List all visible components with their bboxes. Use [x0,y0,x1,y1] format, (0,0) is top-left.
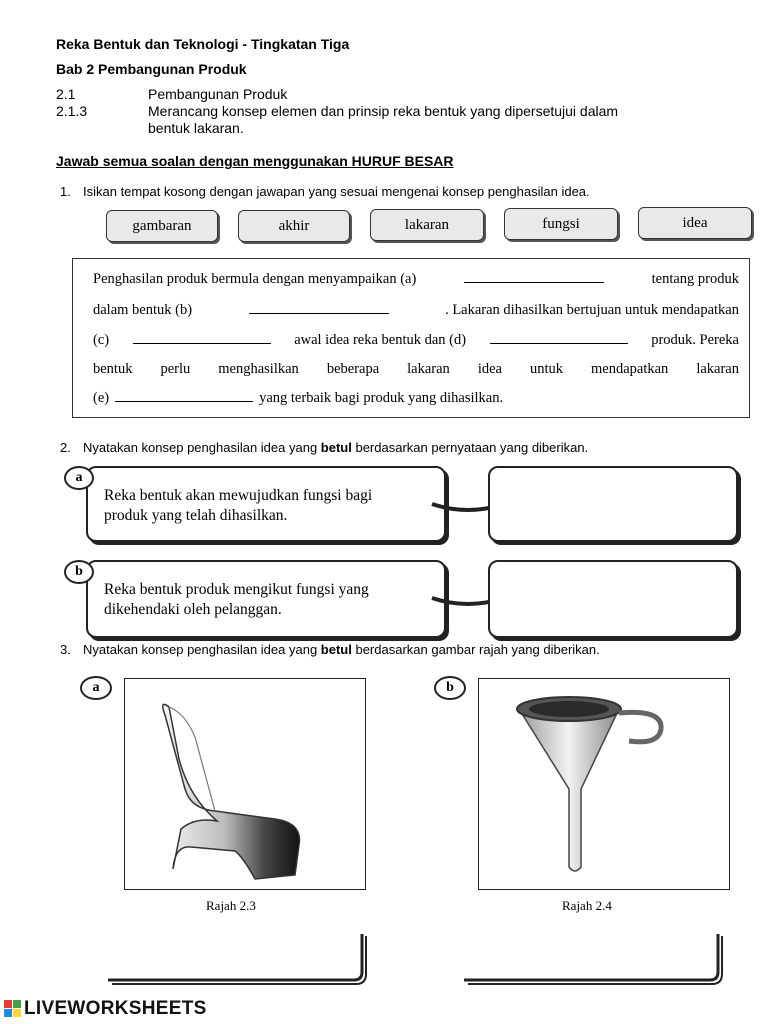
passage-line-2 [93,302,739,319]
passage-word: lakaran [696,361,739,377]
q2a-label: a [64,466,94,490]
topic-num-1: 2.1 [56,86,76,102]
q3-prompt-part: Nyatakan konsep penghasilan idea yang [83,642,321,657]
passage-word: menghasilkan [218,361,299,377]
blank-b[interactable] [249,303,389,314]
q2-prompt-part: berdasarkan pernyataan yang diberikan. [351,440,589,455]
q3b-label: b [434,676,466,700]
q2-prompt-bold: betul [320,440,352,455]
q3-number: 3. [60,642,71,657]
q3-prompt-bold: betul [320,642,352,657]
chair-image [124,678,366,890]
caption-rajah-2-4: Rajah 2.4 [562,898,612,913]
liveworksheets-logo-icon [4,1000,22,1018]
passage-l3c: produk. Pereka [651,332,739,348]
passage-line-4 [93,361,739,378]
q2b-answer-box[interactable] [488,560,738,638]
q3-prompt-part: berdasarkan gambar rajah yang diberikan. [351,642,600,657]
q2-number: 2. [60,440,71,455]
passage-word: mendapatkan [591,361,669,377]
topic-text-2: Merancang konsep elemen dan prinsip reka bentuk yang dipersetujui dalam [148,103,619,119]
option-lakaran[interactable]: lakaran [370,209,484,241]
q3a-label: a [80,676,112,700]
q2-prompt-part: Nyatakan konsep penghasilan idea yang [83,440,321,455]
passage-word: untuk [529,361,563,377]
passage-word: perlu [160,361,191,377]
funnel-icon [479,679,729,889]
topic-text-1: Pembangunan Produk [148,86,288,102]
passage-l3a: (c) [93,332,110,348]
option-idea[interactable]: idea [638,207,752,239]
passage-l1a: Penghasilan produk bermula dengan menyampaikan (a) [93,271,417,287]
passage-l3b: awal idea reka bentuk dan (d) [294,332,467,348]
passage-line-1 [93,271,739,288]
passage-l5b: yang terbaik bagi produk yang dihasilkan. [259,390,504,406]
liveworksheets-brand: LIVEWORKSHEETS [24,998,207,1019]
passage-line-3 [93,332,739,349]
blank-d[interactable] [490,333,628,344]
chair-icon [125,679,365,889]
blank-a[interactable] [464,272,604,283]
option-gambaran[interactable]: gambaran [106,210,218,242]
q1-prompt: Isikan tempat kosong dengan jawapan yang sesuai mengenai konsep penghasilan idea. [83,184,590,199]
q2a-answer-box[interactable] [488,466,738,542]
passage-word: beberapa [326,361,380,377]
q3-prompt [83,642,600,657]
caption-rajah-2-3: Rajah 2.3 [206,898,256,913]
blank-c[interactable] [133,333,271,344]
q2a-line1: Reka bentuk akan mewujudkan fungsi bagi [104,487,373,504]
topic-text-2-cont: bentuk lakaran. [148,120,244,136]
option-fungsi[interactable]: fungsi [504,208,618,240]
passage-l2a: dalam bentuk (b) [93,302,193,318]
subject-title: Reka Bentuk dan Teknologi - Tingkatan Tiga [56,36,350,52]
q2b-label: b [64,560,94,584]
chapter-title: Bab 2 Pembangunan Produk [56,61,247,77]
funnel-image [478,678,730,890]
instruction: Jawab semua soalan dengan menggunakan HURUF BESAR [56,153,454,169]
q2-prompt [83,440,588,455]
passage-line-5 [93,390,739,407]
option-akhir[interactable]: akhir [238,210,350,242]
passage-word: idea [477,361,502,377]
passage-word: bentuk [93,361,133,377]
blank-e[interactable] [115,391,253,402]
q2a-line2: produk yang telah dihasilkan. [104,507,288,524]
q1-passage-box [72,258,750,418]
q2b-line1: Reka bentuk produk mengikut fungsi yang [104,581,369,598]
passage-l2b: . Lakaran dihasilkan bertujuan untuk mendapatkan [445,302,739,318]
q3a-answer-box[interactable] [104,930,370,988]
passage-word: lakaran [407,361,450,377]
q1-number: 1. [60,184,71,199]
q2b-statement-box [86,560,446,638]
q2b-line2: dikehendaki oleh pelanggan. [104,601,282,618]
q3b-answer-box[interactable] [460,930,726,988]
q2a-statement-box [86,466,446,542]
topic-num-2: 2.1.3 [56,103,88,119]
passage-l1b: tentang produk [651,271,739,287]
passage-l5a: (e) [93,390,110,406]
